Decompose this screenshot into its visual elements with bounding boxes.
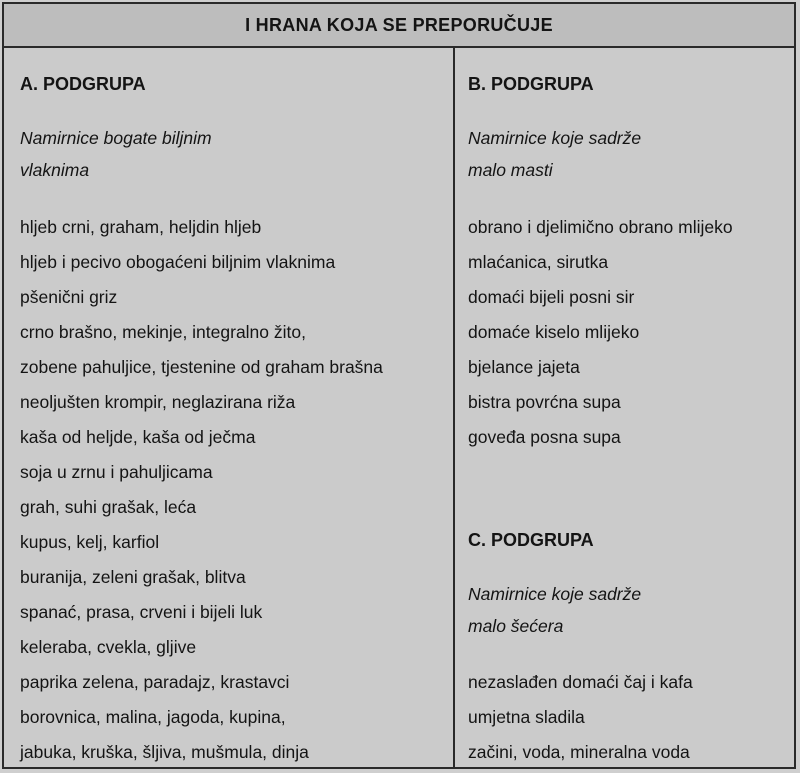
list-item: bistra povrćna supa <box>468 392 621 412</box>
group-a-heading: A. PODGRUPA <box>20 74 146 94</box>
list-item: grah, suhi grašak, leća <box>20 497 197 517</box>
list-item: kupus, kelj, karfiol <box>20 532 160 552</box>
list-item: mlaćanica, sirutka <box>468 252 609 272</box>
group-c-heading: C. PODGRUPA <box>468 530 594 550</box>
group-c-subtitle-line1: Namirnice koje sadrže <box>468 584 642 604</box>
group-b-subtitle-line2: malo masti <box>468 160 553 180</box>
list-item: paprika zelena, paradajz, krastavci <box>20 672 290 692</box>
list-item: soja u zrnu i pahuljicama <box>20 462 213 482</box>
group-a-subtitle-line2: vlaknima <box>20 160 90 180</box>
list-item: umjetna sladila <box>468 707 585 727</box>
list-item: hljeb crni, graham, heljdin hljeb <box>20 217 262 237</box>
group-a-list <box>20 210 383 770</box>
list-item: nezaslađen domaći čaj i kafa <box>468 672 693 692</box>
list-item: buranija, zeleni grašak, blitva <box>20 567 246 587</box>
list-item: domaći bijeli posni sir <box>468 287 635 307</box>
list-item: obrano i djelimično obrano mlijeko <box>468 217 733 237</box>
group-c-list <box>468 665 693 770</box>
list-item: hljeb i pecivo obogaćeni biljnim vlaknima <box>20 252 336 272</box>
group-c-subtitle-line2: malo šećera <box>468 616 564 636</box>
list-item: bjelance jajeta <box>468 357 580 377</box>
list-item: keleraba, cvekla, gljive <box>20 637 197 657</box>
table-title: I HRANA KOJA SE PREPORUČUJE <box>4 4 794 48</box>
group-b-heading: B. PODGRUPA <box>468 74 594 94</box>
column-divider <box>453 48 455 767</box>
list-item: borovnica, malina, jagoda, kupina, <box>20 707 286 727</box>
group-a-subtitle-line1: Namirnice bogate biljnim <box>20 128 212 148</box>
list-item: pšenični griz <box>20 287 118 307</box>
list-item: goveđa posna supa <box>468 427 621 447</box>
list-item: spanać, prasa, crveni i bijeli luk <box>20 602 263 622</box>
list-item: crno brašno, mekinje, integralno žito, <box>20 322 306 342</box>
group-b-subtitle-line1: Namirnice koje sadrže <box>468 128 642 148</box>
list-item: zobene pahuljice, tjestenine od graham brašna <box>20 357 383 377</box>
group-b-list <box>468 210 733 455</box>
list-item: neoljušten krompir, neglazirana riža <box>20 392 296 412</box>
list-item: domaće kiselo mlijeko <box>468 322 640 342</box>
food-table <box>2 2 796 769</box>
list-item: jabuka, kruška, šljiva, mušmula, dinja <box>20 742 309 762</box>
list-item: začini, voda, mineralna voda <box>468 742 690 762</box>
list-item: kaša od heljde, kaša od ječma <box>20 427 256 447</box>
